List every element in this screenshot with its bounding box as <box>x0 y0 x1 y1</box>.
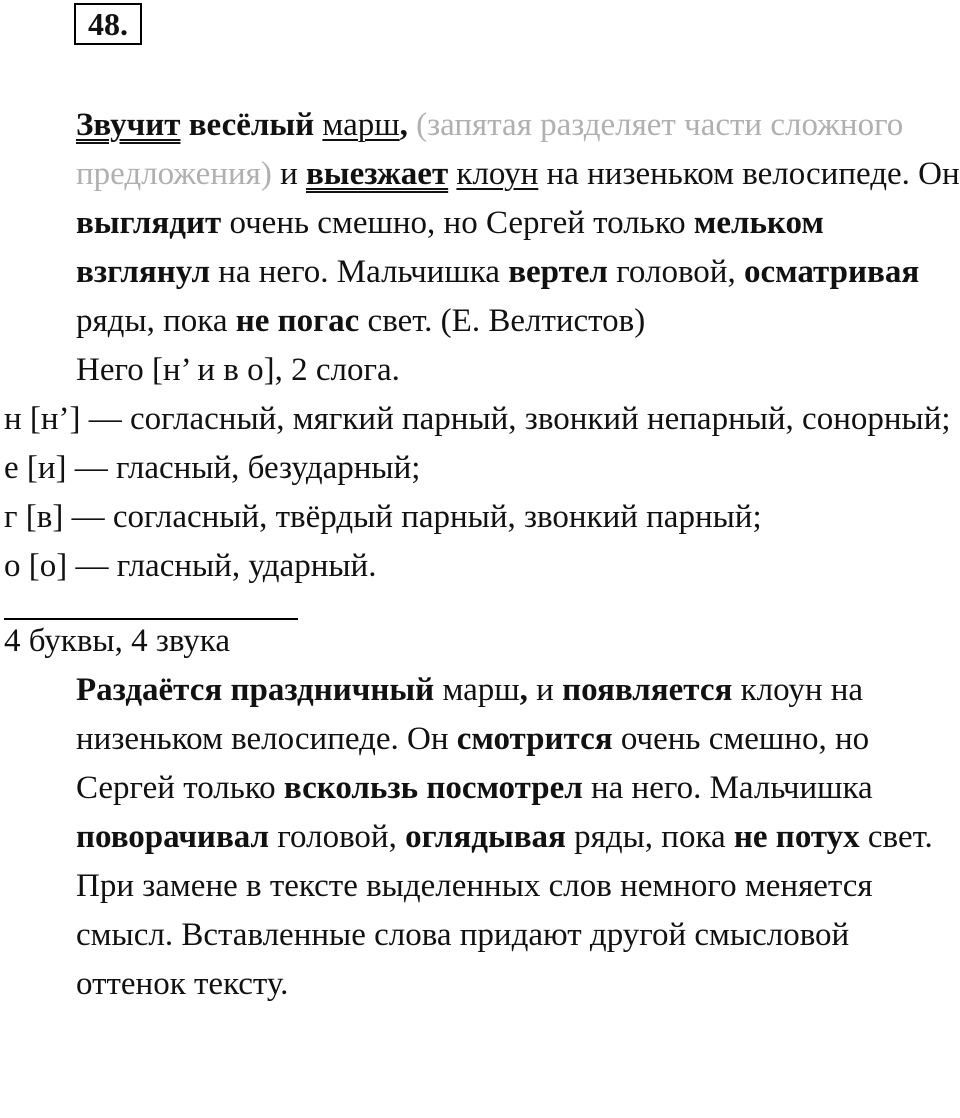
text-run: головой, <box>269 819 406 855</box>
subject-1: марш <box>322 107 400 143</box>
text-run: и <box>271 156 306 192</box>
text-run: очень смешно, но Сергей только <box>221 205 694 241</box>
exercise-number: 48. <box>74 3 142 45</box>
text-run: марш <box>434 672 520 708</box>
conclusion-paragraph: При замене в тексте выделенных слов немного меняется смысл. Вставленные слова придают другой смысловой оттенок тексту. <box>76 868 873 1002</box>
highlighted-word: оглядывая <box>405 819 566 855</box>
text-run: ряды, пока <box>76 303 236 339</box>
text-run: головой, <box>607 254 744 290</box>
rewritten-paragraph <box>4 666 960 862</box>
space <box>180 107 188 143</box>
letters-sounds-count: 4 буквы, 4 звука <box>4 623 230 659</box>
highlighted-word: смотрится <box>456 721 613 757</box>
original-paragraph <box>4 101 960 346</box>
text-run: на него. Мальчишка <box>209 254 509 290</box>
text-run: на низеньком велосипеде. Он <box>538 156 960 192</box>
text-run: и <box>527 672 563 708</box>
text-run: свет. <box>859 819 933 855</box>
highlighted-word: выглядит <box>76 205 222 241</box>
highlighted-word: осматривая <box>743 254 920 290</box>
highlighted-word: не погас <box>235 303 360 339</box>
subject-2: клоун <box>456 156 539 192</box>
highlighted-word: поворачивал <box>76 819 270 855</box>
text-run: на него. Мальчишка <box>582 770 873 806</box>
document-body <box>4 101 960 1009</box>
phonetic-intro: Него [н’ и в о], 2 слога. <box>76 352 400 388</box>
highlighted-word: вскользь посмотрел <box>283 770 583 806</box>
comma: , <box>399 107 408 143</box>
text-run: клоун на низеньком велосипеде. Он <box>76 672 864 757</box>
phonetic-line: е [и] — гласный, безударный; <box>4 450 421 486</box>
highlighted-word: весёлый <box>188 107 315 143</box>
predicate-1: Звучит <box>76 107 181 143</box>
highlighted-word: Раздаётся праздничный <box>76 672 435 708</box>
phonetic-line: н [н’] — согласный, мягкий парный, звонкий непарный, сонорный; <box>4 401 951 437</box>
text-run: ряды, пока <box>565 819 734 855</box>
highlighted-word: мельком взглянул <box>76 205 824 290</box>
phonetic-line: о [о] — гласный, ударный. <box>4 548 377 584</box>
highlighted-word: не потух <box>733 819 860 855</box>
highlighted-word: появляется <box>562 672 733 708</box>
punctuation-note: (запятая разделяет части сложного предложения) <box>76 107 904 192</box>
phonetic-line: г [в] — согласный, твёрдый парный, звонкий парный; <box>4 499 762 535</box>
text-run: очень смешно, но Сергей только <box>76 721 870 806</box>
highlighted-word: вертел <box>508 254 608 290</box>
comma: , <box>519 672 528 708</box>
text-run: свет. (Е. Велтистов) <box>359 303 646 339</box>
predicate-2: выезжает <box>305 156 449 192</box>
